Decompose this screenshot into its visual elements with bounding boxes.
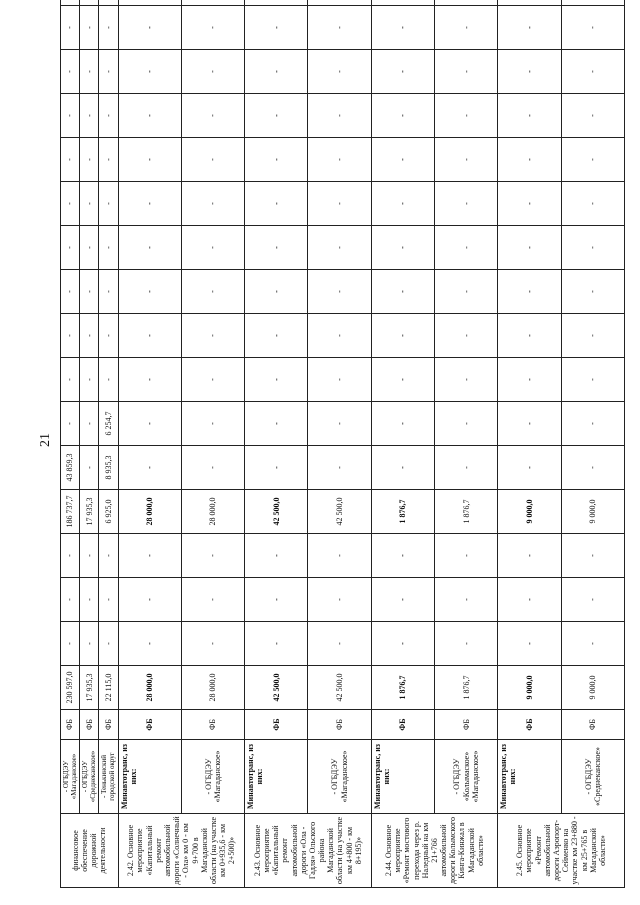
value-cell: - [80, 182, 99, 226]
value-cell: - [61, 6, 80, 50]
value-cell: 9 000,0 [498, 490, 561, 534]
value-cell: - [561, 6, 624, 50]
value-cell: - [181, 94, 244, 138]
executor-cell: - Тенькинский городской округ [99, 740, 118, 814]
value-cell: 17 935,3 [80, 666, 99, 710]
value-cell: - [371, 6, 434, 50]
value-cell: - [61, 314, 80, 358]
value-cell: - [498, 534, 561, 578]
value-cell: - [371, 578, 434, 622]
value-cell: - [498, 314, 561, 358]
value-cell: - [61, 50, 80, 94]
value-cell: - [561, 446, 624, 490]
value-cell [80, 0, 99, 6]
value-cell: - [245, 50, 308, 94]
value-cell [61, 0, 80, 6]
value-cell: - [371, 182, 434, 226]
funding-source-cell: ФБ [118, 710, 181, 740]
value-cell: - [118, 402, 181, 446]
value-cell: - [498, 446, 561, 490]
value-cell: - [561, 578, 624, 622]
value-cell: - [61, 182, 80, 226]
value-cell: - [371, 226, 434, 270]
value-cell: 22 115,0 [99, 666, 118, 710]
funding-source-cell: ФБ [245, 710, 308, 740]
value-cell: - [80, 578, 99, 622]
table-row [245, 0, 308, 888]
value-cell: - [561, 182, 624, 226]
value-cell: - [561, 314, 624, 358]
value-cell: - [80, 314, 99, 358]
value-cell: - [80, 50, 99, 94]
value-cell: - [80, 534, 99, 578]
value-cell: - [245, 226, 308, 270]
value-cell: - [99, 182, 118, 226]
value-cell: 1 876,7 [371, 666, 434, 710]
value-cell: 42 500,0 [308, 666, 371, 710]
value-cell: - [61, 138, 80, 182]
value-cell: - [371, 622, 434, 666]
value-cell: - [80, 446, 99, 490]
value-cell: 17 935,3 [80, 490, 99, 534]
value-cell: 42 500,0 [245, 666, 308, 710]
executor-cell: Минавтотранс, из них: [245, 740, 308, 814]
value-cell: - [498, 94, 561, 138]
value-cell: - [61, 270, 80, 314]
value-cell: - [61, 578, 80, 622]
value-cell: 42 500,0 [308, 490, 371, 534]
value-cell: - [99, 94, 118, 138]
value-cell: - [371, 270, 434, 314]
value-cell: - [435, 6, 498, 50]
value-cell: - [61, 94, 80, 138]
value-cell: - [118, 534, 181, 578]
value-cell: - [371, 314, 434, 358]
value-cell: - [435, 226, 498, 270]
value-cell: - [561, 270, 624, 314]
value-cell [498, 0, 561, 6]
value-cell: - [80, 358, 99, 402]
value-cell: - [99, 358, 118, 402]
value-cell: 1 876,7 [435, 666, 498, 710]
funding-source-cell: ФБ [181, 710, 244, 740]
value-cell: 42 500,0 [245, 490, 308, 534]
value-cell: - [308, 358, 371, 402]
value-cell: - [99, 622, 118, 666]
value-cell: - [61, 226, 80, 270]
value-cell: - [181, 182, 244, 226]
value-cell: - [181, 314, 244, 358]
value-cell: - [118, 50, 181, 94]
value-cell: 28 000,0 [118, 490, 181, 534]
value-cell: - [371, 402, 434, 446]
value-cell: - [435, 622, 498, 666]
value-cell: - [308, 50, 371, 94]
value-cell: 43 859,3 [61, 446, 80, 490]
executor-cell: - ОГБДЭУ «Магаданское» [61, 740, 80, 814]
executor-cell: Минавтотранс, из них: [498, 740, 561, 814]
value-cell [435, 0, 498, 6]
value-cell: - [61, 358, 80, 402]
value-cell: - [561, 50, 624, 94]
value-cell: - [118, 226, 181, 270]
financing-table [60, 0, 625, 888]
value-cell: - [118, 578, 181, 622]
value-cell: - [498, 182, 561, 226]
value-cell: - [435, 358, 498, 402]
value-cell: - [245, 358, 308, 402]
value-cell: - [118, 182, 181, 226]
value-cell: - [308, 94, 371, 138]
funding-source-cell: ФБ [308, 710, 371, 740]
value-cell: - [99, 270, 118, 314]
value-cell: - [245, 182, 308, 226]
value-cell: - [245, 534, 308, 578]
value-cell: - [99, 314, 118, 358]
executor-cell: - ОГБДЭУ «Магаданское» [308, 740, 371, 814]
table-row [498, 0, 561, 888]
rotated-table-wrapper [60, 18, 625, 888]
funding-source-cell: ФБ [561, 710, 624, 740]
value-cell: - [435, 446, 498, 490]
value-cell: - [118, 358, 181, 402]
value-cell: 28 000,0 [181, 490, 244, 534]
value-cell: - [435, 534, 498, 578]
value-cell [561, 0, 624, 6]
value-cell: - [498, 6, 561, 50]
value-cell: - [181, 534, 244, 578]
funding-source-cell: ФБ [80, 710, 99, 740]
value-cell: - [561, 534, 624, 578]
value-cell: - [181, 50, 244, 94]
value-cell: - [435, 50, 498, 94]
value-cell: - [80, 138, 99, 182]
value-cell: - [371, 50, 434, 94]
value-cell: 230 597,0 [61, 666, 80, 710]
value-cell: - [99, 6, 118, 50]
value-cell [181, 0, 244, 6]
value-cell: - [308, 270, 371, 314]
measure-description: 2.42. Основное мероприятие «Капитальный ремонт автомобильной дороги «Солнечный - Ола» км 0 - км 9+700 в Магаданской области (на участке км 0+935,6 - км 2+500)» [118, 814, 245, 888]
value-cell: - [498, 622, 561, 666]
value-cell: - [561, 226, 624, 270]
value-cell: - [99, 226, 118, 270]
value-cell: - [498, 50, 561, 94]
value-cell: - [371, 534, 434, 578]
value-cell: - [181, 226, 244, 270]
value-cell: - [118, 314, 181, 358]
value-cell: - [99, 50, 118, 94]
executor-cell: - ОГБДЭУ «Среднеканское» [80, 740, 99, 814]
value-cell: 6 925,0 [99, 490, 118, 534]
value-cell: - [99, 578, 118, 622]
value-cell: - [561, 402, 624, 446]
value-cell: - [308, 622, 371, 666]
value-cell: - [80, 622, 99, 666]
value-cell: 9 000,0 [561, 490, 624, 534]
value-cell: - [308, 578, 371, 622]
value-cell: 186 737,7 [61, 490, 80, 534]
table-row [61, 0, 80, 888]
value-cell: - [308, 534, 371, 578]
value-cell: - [498, 226, 561, 270]
value-cell: - [498, 402, 561, 446]
value-cell: - [308, 314, 371, 358]
table-body [61, 0, 625, 888]
value-cell [308, 0, 371, 6]
value-cell: - [181, 402, 244, 446]
measure-description: 2.45. Основное мероприятие «Ремонт автомобильной дороги Аэропорт-Сейменко на участке км 23+880 - км 25+765 в Магаданской области» [498, 814, 625, 888]
value-cell: - [80, 6, 99, 50]
table-row [371, 0, 434, 888]
value-cell: - [118, 94, 181, 138]
executor-cell: Минавтотранс, из них: [118, 740, 181, 814]
value-cell: - [371, 138, 434, 182]
value-cell: - [435, 578, 498, 622]
value-cell: - [245, 138, 308, 182]
value-cell [245, 0, 308, 6]
value-cell: - [99, 534, 118, 578]
executor-cell: - ОГБДЭУ «Колымаское» «Магаданское» [435, 740, 498, 814]
value-cell: - [245, 314, 308, 358]
value-cell: - [308, 402, 371, 446]
value-cell: - [371, 94, 434, 138]
value-cell: - [435, 270, 498, 314]
value-cell: 28 000,0 [181, 666, 244, 710]
value-cell: - [61, 622, 80, 666]
table-row [181, 0, 244, 888]
value-cell [99, 0, 118, 6]
table-row [80, 0, 99, 888]
executor-cell: - ОГБДЭУ «Магаданское» [181, 740, 244, 814]
value-cell: - [61, 402, 80, 446]
value-cell: 28 000,0 [118, 666, 181, 710]
value-cell: - [181, 446, 244, 490]
value-cell: - [245, 94, 308, 138]
value-cell [118, 0, 181, 6]
executor-cell: - ОГБДЭУ «Среднеканское» [561, 740, 624, 814]
value-cell: - [181, 622, 244, 666]
value-cell: - [308, 446, 371, 490]
table-row [561, 0, 624, 888]
value-cell: - [80, 402, 99, 446]
value-cell: - [80, 226, 99, 270]
value-cell: - [245, 270, 308, 314]
value-cell: - [308, 182, 371, 226]
value-cell: - [435, 182, 498, 226]
value-cell: - [561, 94, 624, 138]
measure-description: 2.44. Основное мероприятие «Ремонт мостового перехода через р. Наледный на км 21+766 автомобильной дороги Колымского Кинга-Кинжал в Магаданской области» [371, 814, 498, 888]
value-cell: - [561, 622, 624, 666]
executor-cell: Минавтотранс, из них: [371, 740, 434, 814]
measure-description: финансовое обеспечение дорожной деятельности [61, 814, 119, 888]
value-cell: - [61, 534, 80, 578]
value-cell: 6 254,7 [99, 402, 118, 446]
table-row [118, 0, 181, 888]
funding-source-cell: ФБ [498, 710, 561, 740]
funding-source-cell: ФБ [435, 710, 498, 740]
value-cell: - [245, 402, 308, 446]
value-cell: - [561, 358, 624, 402]
page-number: 21 [38, 433, 53, 447]
table-row [308, 0, 371, 888]
value-cell: - [435, 314, 498, 358]
table-row [99, 0, 118, 888]
value-cell: - [245, 578, 308, 622]
value-cell: - [80, 270, 99, 314]
measure-description: 2.43. Основное мероприятие «Капитальный ремонт автомобильной дороги «Ола - Гадля» Ольского района Магаданской области (на участке км 4+800 - км 8+195)» [245, 814, 372, 888]
value-cell: - [245, 6, 308, 50]
value-cell: - [308, 138, 371, 182]
value-cell: - [181, 270, 244, 314]
value-cell: - [181, 6, 244, 50]
value-cell: 1 876,7 [435, 490, 498, 534]
value-cell: - [371, 358, 434, 402]
value-cell: - [498, 138, 561, 182]
value-cell: - [181, 138, 244, 182]
value-cell: - [99, 138, 118, 182]
funding-source-cell: ФБ [99, 710, 118, 740]
value-cell: - [118, 138, 181, 182]
value-cell [371, 0, 434, 6]
value-cell: - [498, 578, 561, 622]
value-cell: - [118, 6, 181, 50]
value-cell: 1 876,7 [371, 490, 434, 534]
value-cell: - [498, 358, 561, 402]
value-cell: - [371, 446, 434, 490]
value-cell: 9 000,0 [498, 666, 561, 710]
value-cell: - [498, 270, 561, 314]
value-cell: - [308, 226, 371, 270]
value-cell: - [245, 446, 308, 490]
value-cell: - [118, 622, 181, 666]
value-cell: - [118, 270, 181, 314]
value-cell: - [181, 358, 244, 402]
value-cell: - [435, 402, 498, 446]
value-cell: - [435, 138, 498, 182]
value-cell: - [435, 94, 498, 138]
funding-source-cell: ФБ [371, 710, 434, 740]
table-row [435, 0, 498, 888]
value-cell: - [80, 94, 99, 138]
value-cell: - [181, 578, 244, 622]
value-cell: - [308, 6, 371, 50]
value-cell: 9 000,0 [561, 666, 624, 710]
value-cell: - [118, 446, 181, 490]
value-cell: 8 935,3 [99, 446, 118, 490]
funding-source-cell: ФБ [61, 710, 80, 740]
value-cell: - [245, 622, 308, 666]
value-cell: - [561, 138, 624, 182]
